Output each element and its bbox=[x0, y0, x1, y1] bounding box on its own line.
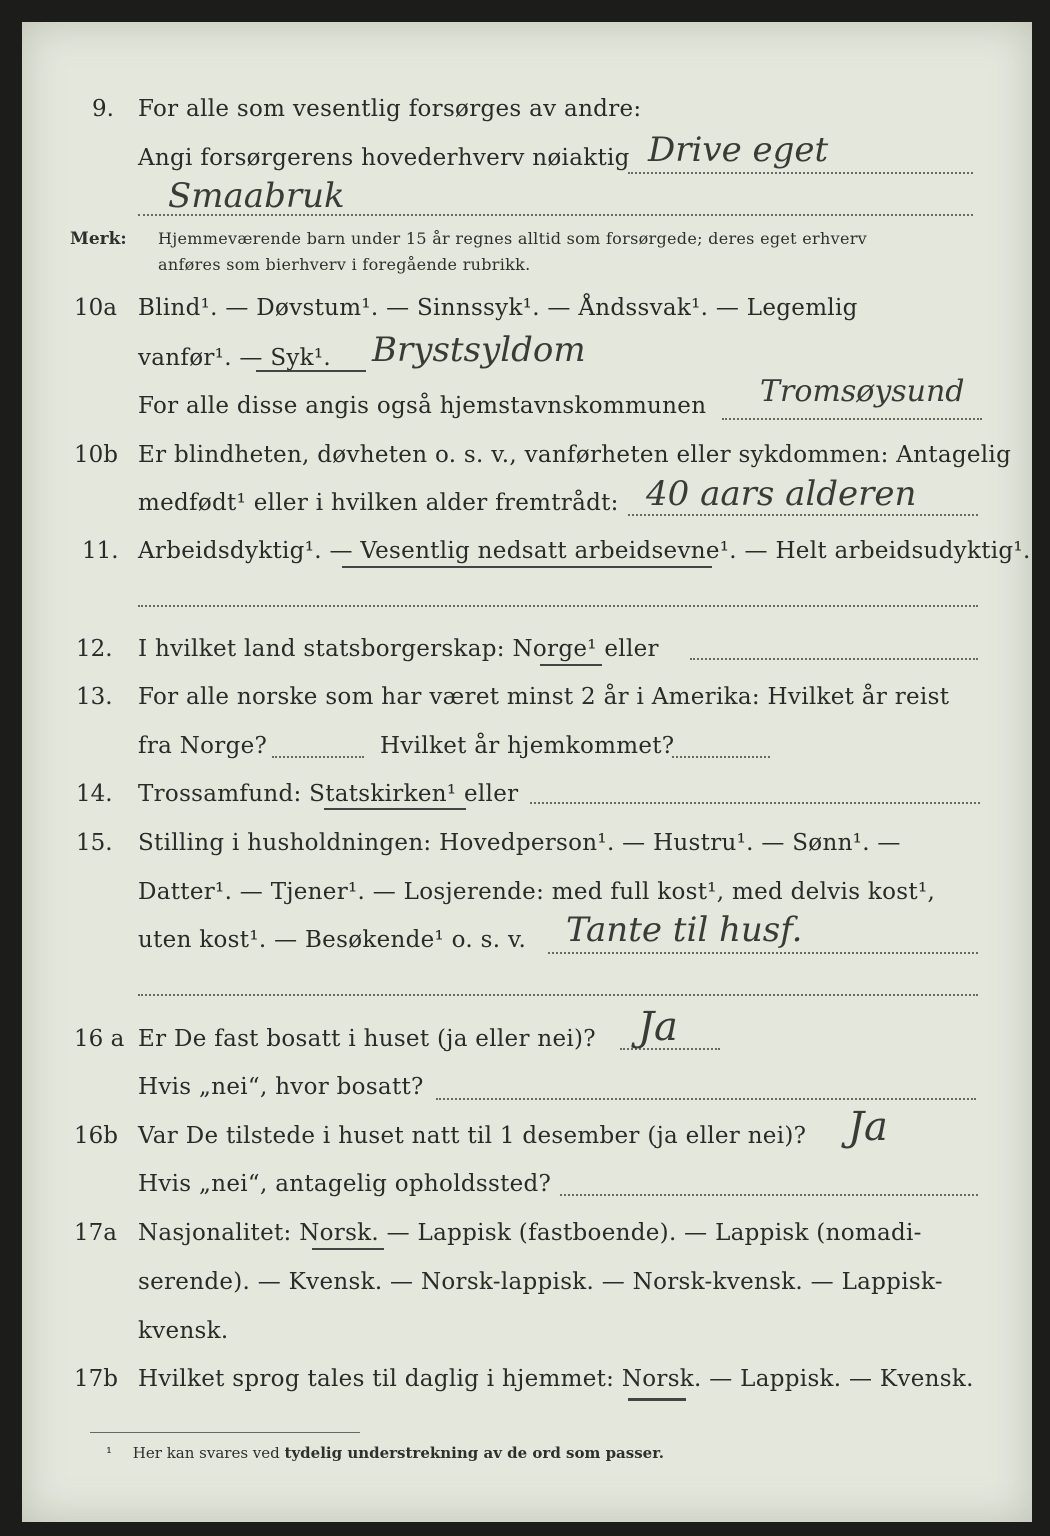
q9-answer-line1 bbox=[628, 172, 973, 174]
q10b-handwritten-age: 40 aars alderen bbox=[646, 474, 917, 514]
q17a-line1: Nasjonalitet: Norsk. — Lappisk (fastboende). — Lappisk (nomadi- bbox=[138, 1220, 922, 1246]
q12-number: 12. bbox=[76, 636, 113, 662]
arbeidsevne-underline bbox=[342, 566, 712, 568]
q10a-line3: For alle disse angis også hjemstavnskommunen bbox=[138, 393, 707, 419]
q9-handwritten-answer1: Drive eget bbox=[648, 130, 829, 170]
q17a-line2: serende). — Kvensk. — Norsk-lappisk. — Norsk-kvensk. — Lappisk- bbox=[138, 1269, 943, 1295]
q10b-number: 10b bbox=[74, 442, 118, 468]
q15-line1: Stilling i husholdningen: Hovedperson¹. — Hustru¹. — Sønn¹. — bbox=[138, 830, 901, 856]
q13-reist-line bbox=[272, 756, 364, 758]
q9-number: 9. bbox=[92, 96, 114, 122]
merk-label: Merk: bbox=[70, 229, 127, 249]
norge-underline bbox=[540, 664, 602, 666]
q17b-number: 17b bbox=[74, 1366, 118, 1392]
q9-handwritten-answer2: Smaabruk bbox=[168, 176, 345, 216]
q12-line1: I hvilket land statsborgerskap: Norge¹ eller bbox=[138, 636, 659, 662]
q16a-number: 16 a bbox=[74, 1026, 125, 1052]
q12-answer-line bbox=[690, 658, 978, 660]
footnote-text-a: Her kan svares ved bbox=[132, 1444, 280, 1462]
q15-line3: uten kost¹. — Besøkende¹ o. s. v. bbox=[138, 927, 527, 953]
q10a-number: 10a bbox=[74, 295, 117, 321]
footnote-rule bbox=[90, 1432, 360, 1433]
q10a-line1: Blind¹. — Døvstum¹. — Sinnssyk¹. — Åndssvak¹. — Legemlig bbox=[138, 295, 858, 321]
q11-number: 11. bbox=[82, 538, 119, 564]
q10b-line2: medfødt¹ eller i hvilken alder fremtrådt: bbox=[138, 490, 619, 516]
footnote-mark: ¹ bbox=[106, 1444, 113, 1462]
q14-line1: Trossamfund: Statskirken¹ eller bbox=[138, 781, 519, 807]
norsk-nationality-underline bbox=[312, 1248, 384, 1250]
q13-number: 13. bbox=[76, 684, 113, 710]
q14-number: 14. bbox=[76, 781, 113, 807]
q17a-line3: kvensk. bbox=[138, 1318, 229, 1344]
q15-number: 15. bbox=[76, 830, 113, 856]
q15-line2: Datter¹. — Tjener¹. — Losjerende: med full kost¹, med delvis kost¹, bbox=[138, 879, 936, 905]
merk-line1: Hjemmeværende barn under 15 år regnes alltid som forsørgede; deres eget erhverv bbox=[158, 229, 867, 248]
q17b-line1: Hvilket sprog tales til daglig i hjemmet: Norsk. — Lappisk. — Kvensk. bbox=[138, 1366, 974, 1392]
q16b-number: 16b bbox=[74, 1123, 118, 1149]
q10b-answer-line bbox=[628, 514, 978, 516]
q10b-line1: Er blindheten, døvheten o. s. v., vanførheten eller sykdommen: Antagelig bbox=[138, 442, 1012, 468]
q10a-answer-line bbox=[722, 418, 982, 420]
q9-line2: Angi forsørgerens hovederhverv nøiaktig bbox=[138, 145, 630, 171]
q13-hjemkommet-line bbox=[672, 756, 770, 758]
q16b-line1: Var De tilstede i huset natt til 1 desember (ja eller nei)? bbox=[138, 1123, 807, 1149]
q15-blank-line bbox=[138, 994, 978, 996]
q16b-line2: Hvis „nei“, antagelig opholdssted? bbox=[138, 1171, 552, 1197]
q15-answer-line bbox=[548, 952, 978, 954]
q13-line1: For alle norske som har været minst 2 år i Amerika: Hvilket år reist bbox=[138, 684, 950, 710]
footnote-text-b: tydelig understrekning av de ord som passer. bbox=[284, 1444, 664, 1462]
statskirken-underline bbox=[324, 808, 466, 810]
q16a-bosatt-line bbox=[436, 1098, 976, 1100]
q15-handwritten-position: Tante til husf. bbox=[566, 910, 803, 950]
q14-answer-line bbox=[530, 802, 980, 804]
q10a-line2: vanfør¹. — Syk¹. bbox=[138, 345, 332, 371]
q16b-opholdssted-line bbox=[560, 1194, 978, 1196]
q16b-handwritten-answer: Ja bbox=[848, 1104, 888, 1150]
q13-line2a: fra Norge? bbox=[138, 733, 268, 759]
merk-line2: anføres som bierhverv i foregående rubrikk. bbox=[158, 255, 531, 274]
q16a-line1: Er De fast bosatt i huset (ja eller nei)? bbox=[138, 1026, 596, 1052]
footnote bbox=[106, 1444, 664, 1462]
q11-line1: Arbeidsdyktig¹. — Vesentlig nedsatt arbeidsevne¹. — Helt arbeidsudyktig¹. bbox=[138, 538, 1031, 564]
norsk-language-underline bbox=[628, 1398, 686, 1401]
q13-line2b: Hvilket år hjemkommet? bbox=[380, 733, 675, 759]
syk-underline bbox=[256, 370, 366, 372]
q10a-handwritten-illness: Brystsyldom bbox=[372, 330, 586, 370]
q9-line1: For alle som vesentlig forsørges av andre: bbox=[138, 96, 642, 122]
q11-blank-line bbox=[138, 605, 978, 607]
q10a-handwritten-municipality: Tromsøysund bbox=[760, 374, 965, 409]
q16a-line2: Hvis „nei“, hvor bosatt? bbox=[138, 1074, 424, 1100]
q16a-handwritten-answer: Ja bbox=[638, 1004, 678, 1050]
q17a-number: 17a bbox=[74, 1220, 117, 1246]
